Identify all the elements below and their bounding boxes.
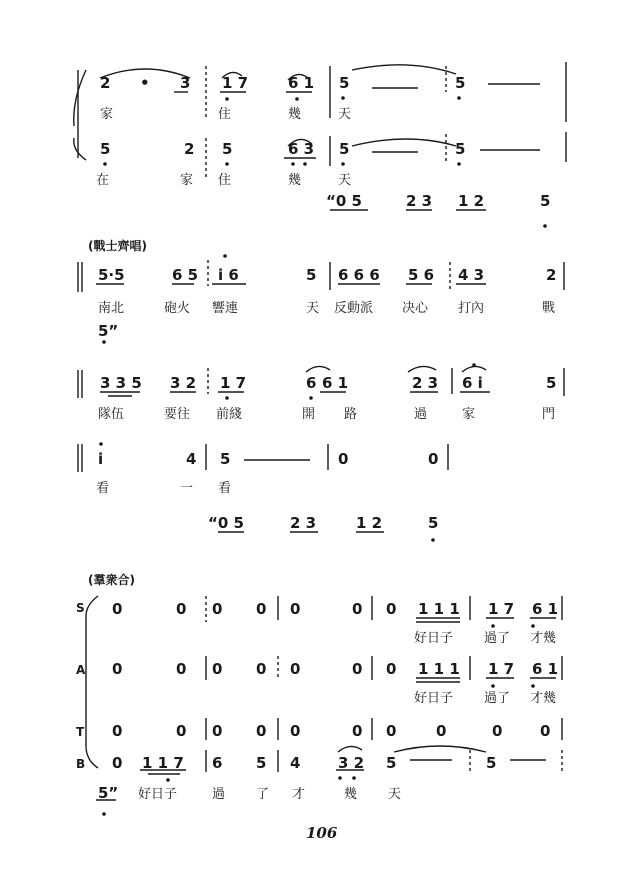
lyric: 天: [338, 107, 352, 122]
note: 0: [112, 754, 123, 772]
note: 5: [455, 140, 466, 158]
lyric: 才: [292, 787, 306, 802]
dot: •: [140, 74, 150, 92]
lyric: 在: [96, 173, 110, 188]
tail-note: 5”: [98, 784, 119, 802]
note: 5: [486, 754, 497, 772]
cue-note: 1 2: [356, 514, 383, 532]
lyric: 看: [96, 481, 110, 496]
note: 3 3 5: [100, 374, 142, 392]
lyric: 好日子: [414, 631, 454, 646]
lyric: 天: [388, 787, 402, 802]
cue-note: 1 2: [458, 192, 485, 210]
lyric: 住: [218, 107, 232, 122]
note: 4: [186, 450, 197, 468]
note: 1 1 1: [418, 600, 460, 618]
note: 5: [256, 754, 267, 772]
lyric: 天: [338, 173, 352, 188]
note: 0: [428, 450, 439, 468]
note: 0: [256, 600, 267, 618]
note: 6 i: [462, 374, 483, 392]
note: i 6: [218, 266, 239, 284]
lyric: 反動派: [334, 301, 374, 316]
lyric: 南北: [98, 301, 125, 316]
note: 0: [290, 660, 301, 678]
lyric: 戰: [542, 301, 556, 316]
note: 0: [256, 722, 267, 740]
voice-label-soprano: S: [76, 601, 85, 615]
lyric: 好日子: [414, 691, 454, 706]
note: 0: [112, 660, 123, 678]
note: 1 7: [220, 374, 247, 392]
note: 0: [256, 660, 267, 678]
voice-label-alto: A: [76, 663, 86, 677]
note: 5: [339, 74, 350, 92]
note: 0: [386, 600, 397, 618]
lyric: 家: [100, 107, 114, 122]
lyric: 天: [306, 301, 320, 316]
lyric: 幾: [344, 787, 358, 802]
lyric: 家: [462, 407, 476, 422]
voice-label-tenor: T: [76, 725, 85, 739]
note: 0: [112, 722, 123, 740]
note: 0: [352, 660, 363, 678]
page-number: 106: [306, 824, 338, 842]
note: 0: [352, 722, 363, 740]
lyric: 才幾: [530, 691, 557, 706]
note: 2: [184, 140, 195, 158]
lyric: 了: [256, 787, 270, 802]
note: 5: [222, 140, 233, 158]
note: 3 2: [170, 374, 197, 392]
note: 1 1 7: [142, 754, 184, 772]
note: 5: [220, 450, 231, 468]
note: 6 1: [322, 374, 349, 392]
note: 4 3: [458, 266, 485, 284]
system-brace-top: [74, 70, 86, 126]
note: 0: [176, 600, 187, 618]
cue-note: 2 3: [290, 514, 317, 532]
lyric: 一: [180, 481, 194, 496]
cue-note: “0 5: [326, 192, 362, 210]
note: 5: [100, 140, 111, 158]
note: 6 1: [532, 660, 559, 678]
cue-note: 5: [428, 514, 439, 532]
note: 6 6 6: [338, 266, 380, 284]
lyric: 過: [212, 787, 226, 802]
lyric: 打內: [458, 301, 485, 316]
note: 0: [290, 600, 301, 618]
cue-note: 5: [540, 192, 551, 210]
note: 3 2: [338, 754, 365, 772]
note: 2: [100, 74, 111, 92]
note: 3: [180, 74, 191, 92]
lyric: 門: [542, 407, 556, 422]
note: 0: [212, 660, 223, 678]
note: 6 1: [288, 74, 315, 92]
voice-label-bass: B: [76, 757, 86, 771]
note: 0: [212, 600, 223, 618]
note: 6: [306, 374, 317, 392]
cue-note: “0 5: [208, 514, 244, 532]
note: i: [98, 450, 104, 468]
note: 0: [492, 722, 503, 740]
note: 0: [176, 722, 187, 740]
tail-note: 5”: [98, 322, 119, 340]
note: 1 7: [488, 660, 515, 678]
note: 5: [306, 266, 317, 284]
lyric: 决心: [402, 301, 429, 316]
note: 5: [339, 140, 350, 158]
cue-note: 2 3: [406, 192, 433, 210]
lyric: 才幾: [530, 631, 557, 646]
lyric: 路: [344, 407, 358, 422]
lyric: 幾: [288, 107, 302, 122]
note: 0: [386, 722, 397, 740]
lyric: 砲火: [164, 301, 191, 316]
note: 0: [176, 660, 187, 678]
system-brace-bottom: [74, 138, 86, 160]
note: 0: [112, 600, 123, 618]
section-label: (戰士齊唱): [88, 239, 147, 253]
note: 0: [338, 450, 349, 468]
lyric: 要往: [164, 407, 191, 422]
note: 0: [436, 722, 447, 740]
lyric: 看: [218, 481, 232, 496]
lyric: 響連: [212, 301, 239, 316]
note: 2 3: [412, 374, 439, 392]
lyric: 好日子: [138, 787, 178, 802]
lyric: 隊伍: [98, 407, 125, 422]
note: 6 5: [172, 266, 199, 284]
note: 5: [546, 374, 557, 392]
note: 6 3: [288, 140, 315, 158]
note: 2: [546, 266, 557, 284]
note: 1 7: [488, 600, 515, 618]
note: 0: [352, 600, 363, 618]
note: 1 7: [222, 74, 249, 92]
note: 5: [455, 74, 466, 92]
note: 0: [386, 660, 397, 678]
note: 6: [212, 754, 223, 772]
lyric: 家: [180, 173, 194, 188]
note: 5: [386, 754, 397, 772]
lyric: 住: [218, 173, 232, 188]
lyric: 過了: [484, 631, 511, 646]
note: 1 1 1: [418, 660, 460, 678]
note: 5·5: [98, 266, 125, 284]
lyric: 開: [302, 407, 316, 422]
note: 5 6: [408, 266, 435, 284]
lyric: 幾: [288, 173, 302, 188]
note: 0: [212, 722, 223, 740]
section-label: (羣衆合): [88, 573, 135, 587]
note: 6 1: [532, 600, 559, 618]
note: 4: [290, 754, 301, 772]
lyric: 過了: [484, 691, 511, 706]
note: 0: [540, 722, 551, 740]
lyric: 前綫: [216, 407, 243, 422]
lyric: 過: [414, 407, 428, 422]
note: 0: [290, 722, 301, 740]
